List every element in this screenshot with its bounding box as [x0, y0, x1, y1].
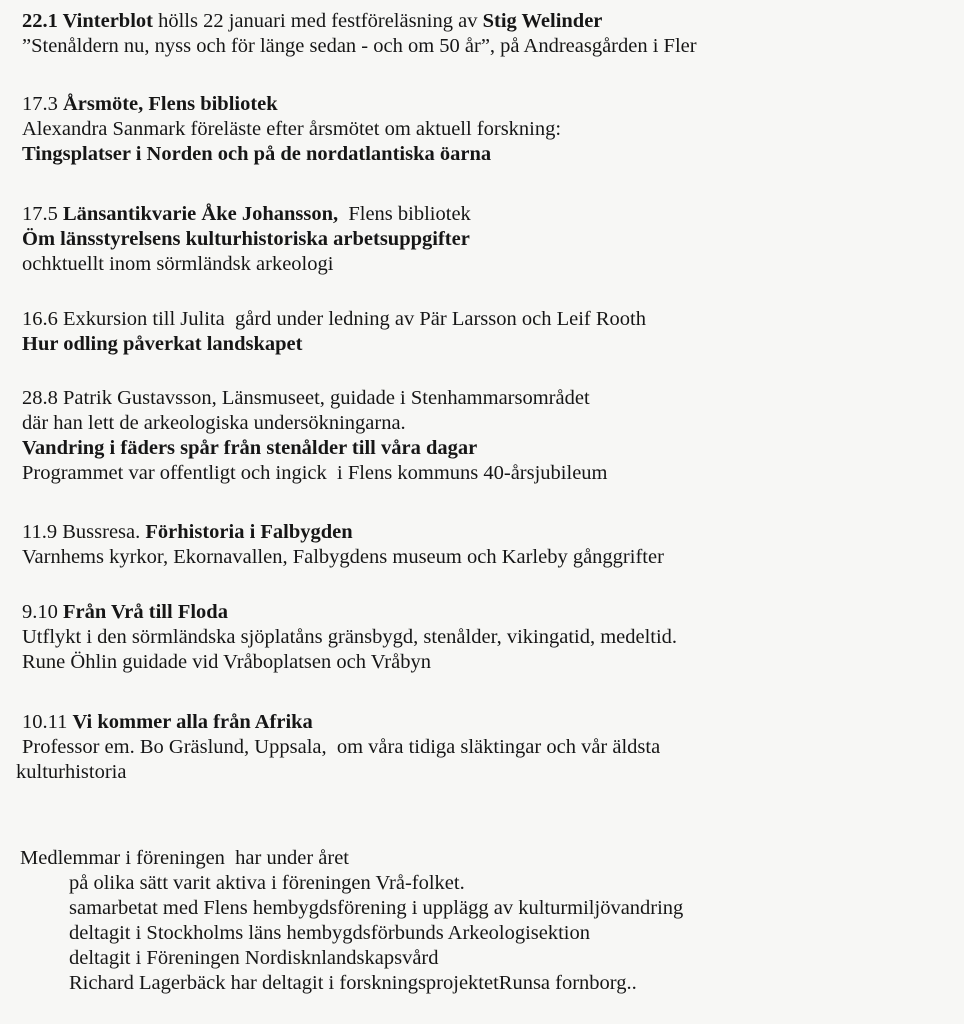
event-date: 10.11 [22, 711, 73, 733]
event-date: 9.10 [22, 601, 63, 623]
event-text: 16.6 Exkursion till Julita gård under ledning av Pär Larsson och Leif Rooth [22, 308, 646, 330]
event-julita [22, 307, 964, 357]
event-line [22, 227, 964, 252]
members-heading-text: Medlemmar i föreningen har under året [20, 847, 350, 869]
event-line [22, 625, 964, 650]
event-text: ochktuellt inom sörmländsk arkeologi [22, 253, 334, 275]
event-text: Varnhems kyrkor, Ekornavallen, Falbygdens museum och Karleby gånggrifter [22, 546, 664, 568]
event-date: 22.1 [22, 10, 63, 32]
members-item-text: deltagit i Stockholms läns hembygdsförbunds Arkeologisektion [69, 922, 590, 944]
event-line [22, 332, 964, 357]
event-vinterblot [22, 9, 964, 59]
event-line [22, 461, 964, 486]
event-line [22, 735, 964, 760]
event-date: 17.3 [22, 93, 63, 115]
event-text: där han lett de arkeologiska undersökningarna. [22, 412, 406, 434]
event-line [22, 710, 964, 735]
event-title: Årsmöte, Flens bibliotek [63, 93, 278, 115]
members-item [20, 921, 964, 946]
event-line [22, 252, 964, 277]
lecture-title: Öm länsstyrelsens kulturhistoriska arbetsuppgifter [22, 228, 470, 250]
lecture-title: ”Stenåldern nu, nyss och för länge sedan - och om 50 år”, på Andreasgården i Fler [22, 35, 697, 57]
members-item-text: deltagit i Föreningen Nordisknlandskapsvård [69, 947, 439, 969]
event-line [22, 117, 964, 142]
event-stenhammar [22, 386, 964, 486]
event-bussresa [22, 520, 964, 570]
event-title: Från Vrå till Floda [63, 601, 228, 623]
event-location: Flens bibliotek [338, 203, 471, 225]
event-line [22, 34, 964, 59]
event-text: Rune Öhlin guidade vid Vråboplatsen och Vråbyn [22, 651, 431, 673]
event-date: 11.9 Bussresa. [22, 521, 146, 543]
event-line [22, 202, 964, 227]
event-title: Vinterblot [62, 10, 153, 32]
members-item [20, 871, 964, 896]
event-line [16, 760, 964, 785]
event-text: Professor em. Bo Gräslund, Uppsala, om våra tidiga släktingar och vår äldsta [22, 736, 661, 758]
event-date: 17.5 [22, 203, 63, 225]
event-line [22, 520, 964, 545]
event-line [22, 9, 964, 34]
event-text: 28.8 Patrik Gustavsson, Länsmuseet, guidade i Stenhammarsområdet [22, 387, 590, 409]
members-item-text: på olika sätt varit aktiva i föreningen Vrå-folket. [69, 872, 465, 894]
event-title: Hur odling påverkat landskapet [22, 333, 303, 355]
members-item [20, 971, 964, 996]
members-heading [20, 846, 964, 871]
event-text: Programmet var offentligt och ingick i Flens kommuns 40-årsjubileum [22, 462, 608, 484]
members-item [20, 896, 964, 921]
event-text: Utflykt i den sörmländska sjöplatåns gränsbygd, stenålder, vikingatid, medeltid. [22, 626, 678, 648]
members-item [20, 946, 964, 971]
event-line [22, 411, 964, 436]
event-afrika [16, 710, 964, 785]
lecture-title: Tingsplatser i Norden och på de nordatlantiska öarna [22, 143, 492, 165]
event-line [22, 545, 964, 570]
event-vra-floda [22, 600, 964, 675]
event-title: Förhistoria i Falbygden [145, 521, 353, 543]
event-lansantikvarie [22, 202, 964, 277]
event-line [22, 386, 964, 411]
event-line [22, 142, 964, 167]
event-line [22, 92, 964, 117]
event-text: hölls 22 januari med festföreläsning av [152, 10, 483, 32]
event-title: Vandring i fäders spår från stenålder till våra dagar [22, 437, 478, 459]
event-line [22, 307, 964, 332]
members-section [20, 846, 964, 996]
members-item-text: samarbetat med Flens hembygdsförening i upplägg av kulturmiljövandring [69, 897, 684, 919]
event-line [22, 600, 964, 625]
event-text: kulturhistoria [16, 761, 127, 783]
speaker-name: Stig Welinder [482, 10, 603, 32]
event-line [22, 650, 964, 675]
event-title: Vi kommer alla från Afrika [72, 711, 313, 733]
members-item-text: Richard Lagerbäck har deltagit i forskningsprojektetRunsa fornborg.. [69, 972, 637, 994]
event-title: Länsantikvarie Åke Johansson, [63, 203, 339, 225]
event-arsmote [22, 92, 964, 167]
event-line [22, 436, 964, 461]
event-text: Alexandra Sanmark föreläste efter årsmötet om aktuell forskning: [22, 118, 562, 140]
